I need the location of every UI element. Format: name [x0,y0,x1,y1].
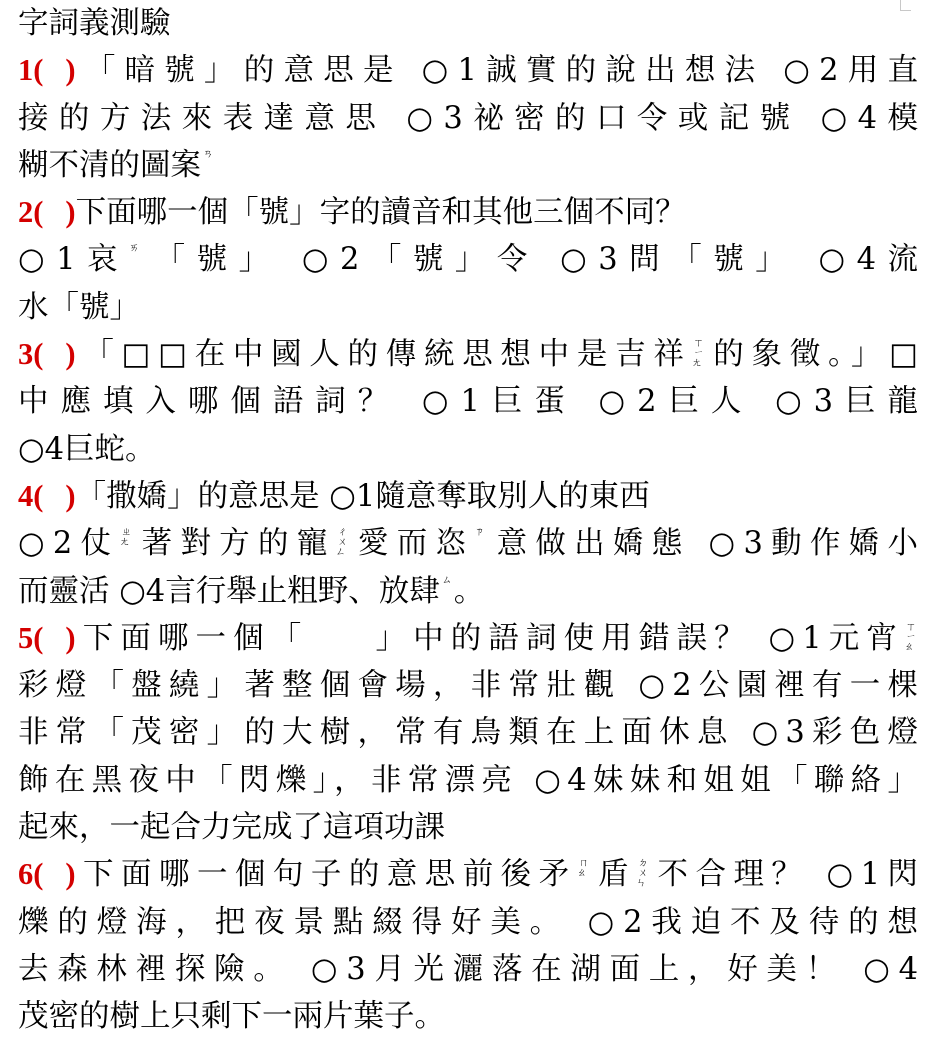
question-6-line-2: 爍的燈海，把夜景點綴得好美。 ○2我迫不及待的想 [18,904,918,940]
question-5-line-1: 5( )下面哪一個「 」中的語詞使用錯誤？ ○1元宵 ㄒㄧㄠ [18,620,917,656]
question-2-line-3: 水「號」 [18,289,140,325]
question-5-line-5: 起來，一起合力完成了這項功課 [18,810,445,846]
question-4-number: 4( ) [18,478,76,513]
question-3-line-3: ○4巨蛇。 [18,431,156,467]
question-4-line-2: ○2仗 ㄓㄤ 著對方的寵 ㄔㄨㄥ 愛而恣ㄗ 意做出嬌態 ○3動作嬌小 [18,526,919,562]
question-5-line-3: 非常「茂密」的大樹，常有鳥類在上面休息 ○3彩色燈 [18,715,918,751]
zhuyin-annotation: ㄞ [129,243,140,255]
question-4-line-1: 4( )「撒嬌」的意思是 ○1隨意奪取別人的東西 [18,478,650,514]
question-1-line-1: 1( )「暗號」的意思是 ○1誠實的說出想法 ○2用直 [18,53,918,89]
question-1-number: 1( ) [18,53,76,88]
zhuyin-annotation: ㄓㄤ [119,527,132,549]
zhuyin-annotation: ㄒㄧㄠ [904,621,917,653]
zhuyin-annotation: ㄗ [474,527,485,539]
question-3-number: 3( ) [18,337,76,372]
zhuyin-annotation: ㄙ [441,574,452,586]
question-1-line-2: 接的方法來表達意思 ○3祕密的口令或記號 ○4模 [18,100,918,136]
question-6-line-4: 茂密的樹上只剩下一兩片葉子。 [18,999,445,1035]
question-2-line-1: 2( )下面哪一個「號」字的讀音和其他三個不同？ [18,195,686,231]
question-2-number: 2( ) [18,195,76,230]
zhuyin-annotation: ㄢ [203,148,213,160]
question-6-line-1: 6( )下面哪一個句子的意思前後矛 ㄇㄠ 盾 ㄉㄨㄣ 不合理？ ○1閃 [18,857,919,893]
question-5-line-4: 飾在黑夜中「閃爍」，非常漂亮 ○4妹妹和姐姐「聯絡」 [18,762,918,798]
question-1-line-3: 糊不清的圖案 ㄢ [18,147,213,183]
question-6-line-3: 去森林裡探險。 ○3月光灑落在湖面上，好美！ ○4 [18,951,918,987]
quiz-page [18,0,930,1041]
zhuyin-annotation: ㄉㄨㄣ [636,858,649,890]
question-4-line-3: 而靈活 ○4言行舉止粗野、放肆 ㄙ。 [18,573,485,609]
question-3-line-2: 中應填入哪個語詞？ ○1巨蛋 ○2巨人 ○3巨龍 [18,384,918,420]
question-3-line-1: 3( )「□□在中國人的傳統思想中是吉祥 ㄒㄧㄤ 的象徵。」□ [18,337,918,373]
zhuyin-annotation: ㄔㄨㄥ [335,527,348,559]
quiz-title: 字詞義測驗 [18,6,171,41]
zhuyin-annotation: ㄇㄠ [576,858,589,880]
question-5-number: 5( ) [18,620,76,655]
zhuyin-annotation: ㄒㄧㄤ [691,338,704,370]
question-6-number: 6( ) [18,857,76,892]
question-5-line-2: 彩燈「盤繞」著整個會場，非常壯觀 ○2公園裡有一棵 [18,668,918,704]
question-2-line-2: ○1哀ㄞ 「號」 ○2「號」令 ○3問「號」 ○4流 [18,242,918,278]
